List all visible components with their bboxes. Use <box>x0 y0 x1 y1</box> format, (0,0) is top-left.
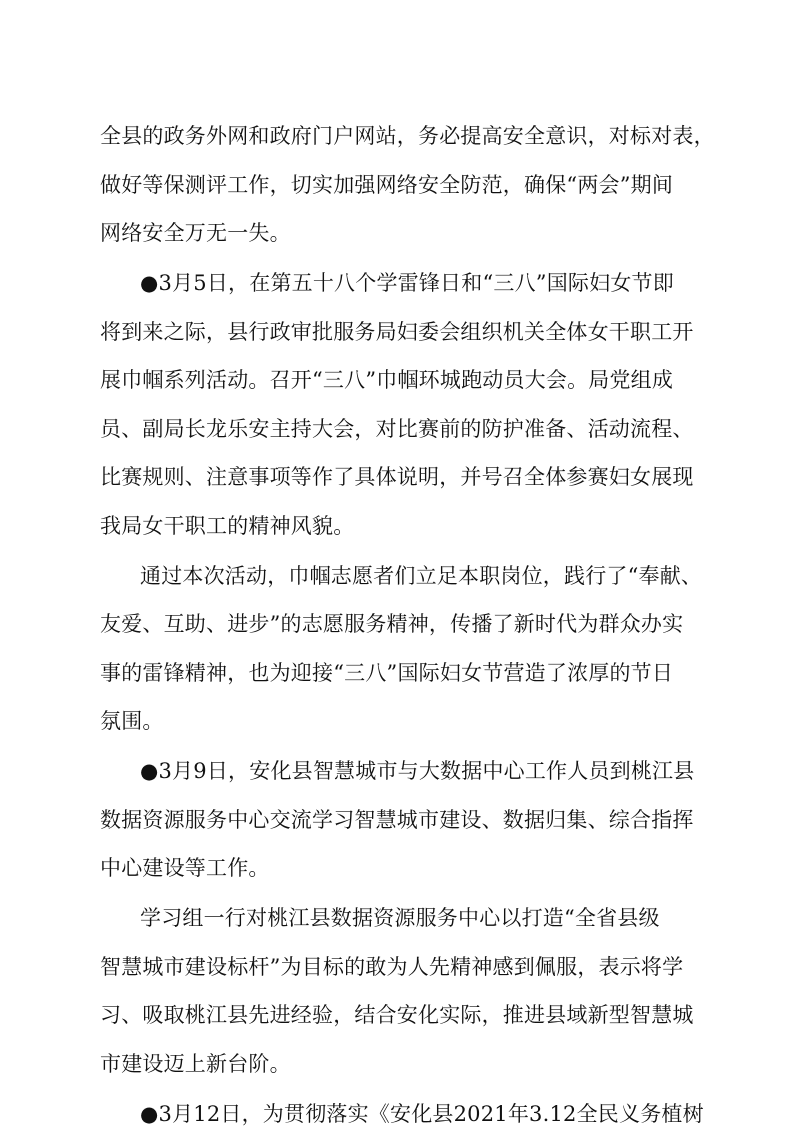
text-line: 比赛规则、注意事项等作了具体说明，并号召全体参赛妇女展现 <box>100 465 694 489</box>
text-line: ●3月5日，在第五十八个学雷锋日和“三八”国际妇女节即 <box>140 271 674 295</box>
text-line: 氛围。 <box>100 709 164 733</box>
text-line: 展巾帼系列活动。召开“三八”巾帼环城跑动员大会。局党组成 <box>100 368 674 392</box>
text-line: 智慧城市建设标杆”为目标的敢为人先精神感到佩服，表示将学 <box>100 954 684 979</box>
text-line: 市建设迈上新台阶。 <box>100 1051 291 1076</box>
paragraph-march-12 <box>100 1090 704 1139</box>
text-line: 事的雷锋精神，也为迎接“三八”国际妇女节营造了浓厚的节日 <box>100 660 674 685</box>
text-line: 全县的政务外网和政府门户网站，务必提高安全意识，对标对表， <box>100 124 715 148</box>
paragraph-volunteer-activity <box>100 552 703 746</box>
text-line: 员、副局长龙乐安主持大会，对比赛前的防护准备、活动流程、 <box>100 416 694 441</box>
document-body <box>100 112 715 1140</box>
text-line: 网络安全万无一失。 <box>100 221 291 245</box>
text-line: 通过本次活动，巾帼志愿者们立足本职岗位，践行了“奉献、 <box>140 563 703 588</box>
text-line: 我局女干职工的精神风貌。 <box>100 513 355 538</box>
text-line: 习、吸取桃江县先进经验，结合安化实际，推进县域新型智慧城 <box>100 1003 694 1027</box>
text-line: 学习组一行对桃江县数据资源服务中心以打造“全省县级 <box>140 906 660 930</box>
text-line: ●3月9日，安化县智慧城市与大数据中心工作人员到桃江县 <box>140 759 695 783</box>
paragraph-network-security <box>100 112 715 258</box>
paragraph-march-5 <box>100 259 694 550</box>
text-line: 友爱、互助、进步”的志愿服务精神，传播了新时代为群众办实 <box>100 612 684 636</box>
text-line: 中心建设等工作。 <box>100 856 270 880</box>
paragraph-study-group <box>100 894 694 1088</box>
text-line: 数据资源服务中心交流学习智慧城市建设、数据归集、综合指挥 <box>100 807 694 832</box>
text-line: 做好等保测评工作，切实加强网络安全防范，确保“两会”期间 <box>100 172 674 197</box>
text-line: 将到来之际，县行政审批服务局妇委会组织机关全体女干职工开 <box>100 319 694 344</box>
paragraph-march-9 <box>100 747 695 893</box>
text-line: ●3月12日，为贯彻落实《安化县2021年3.12全民义务植树 <box>140 1101 704 1126</box>
